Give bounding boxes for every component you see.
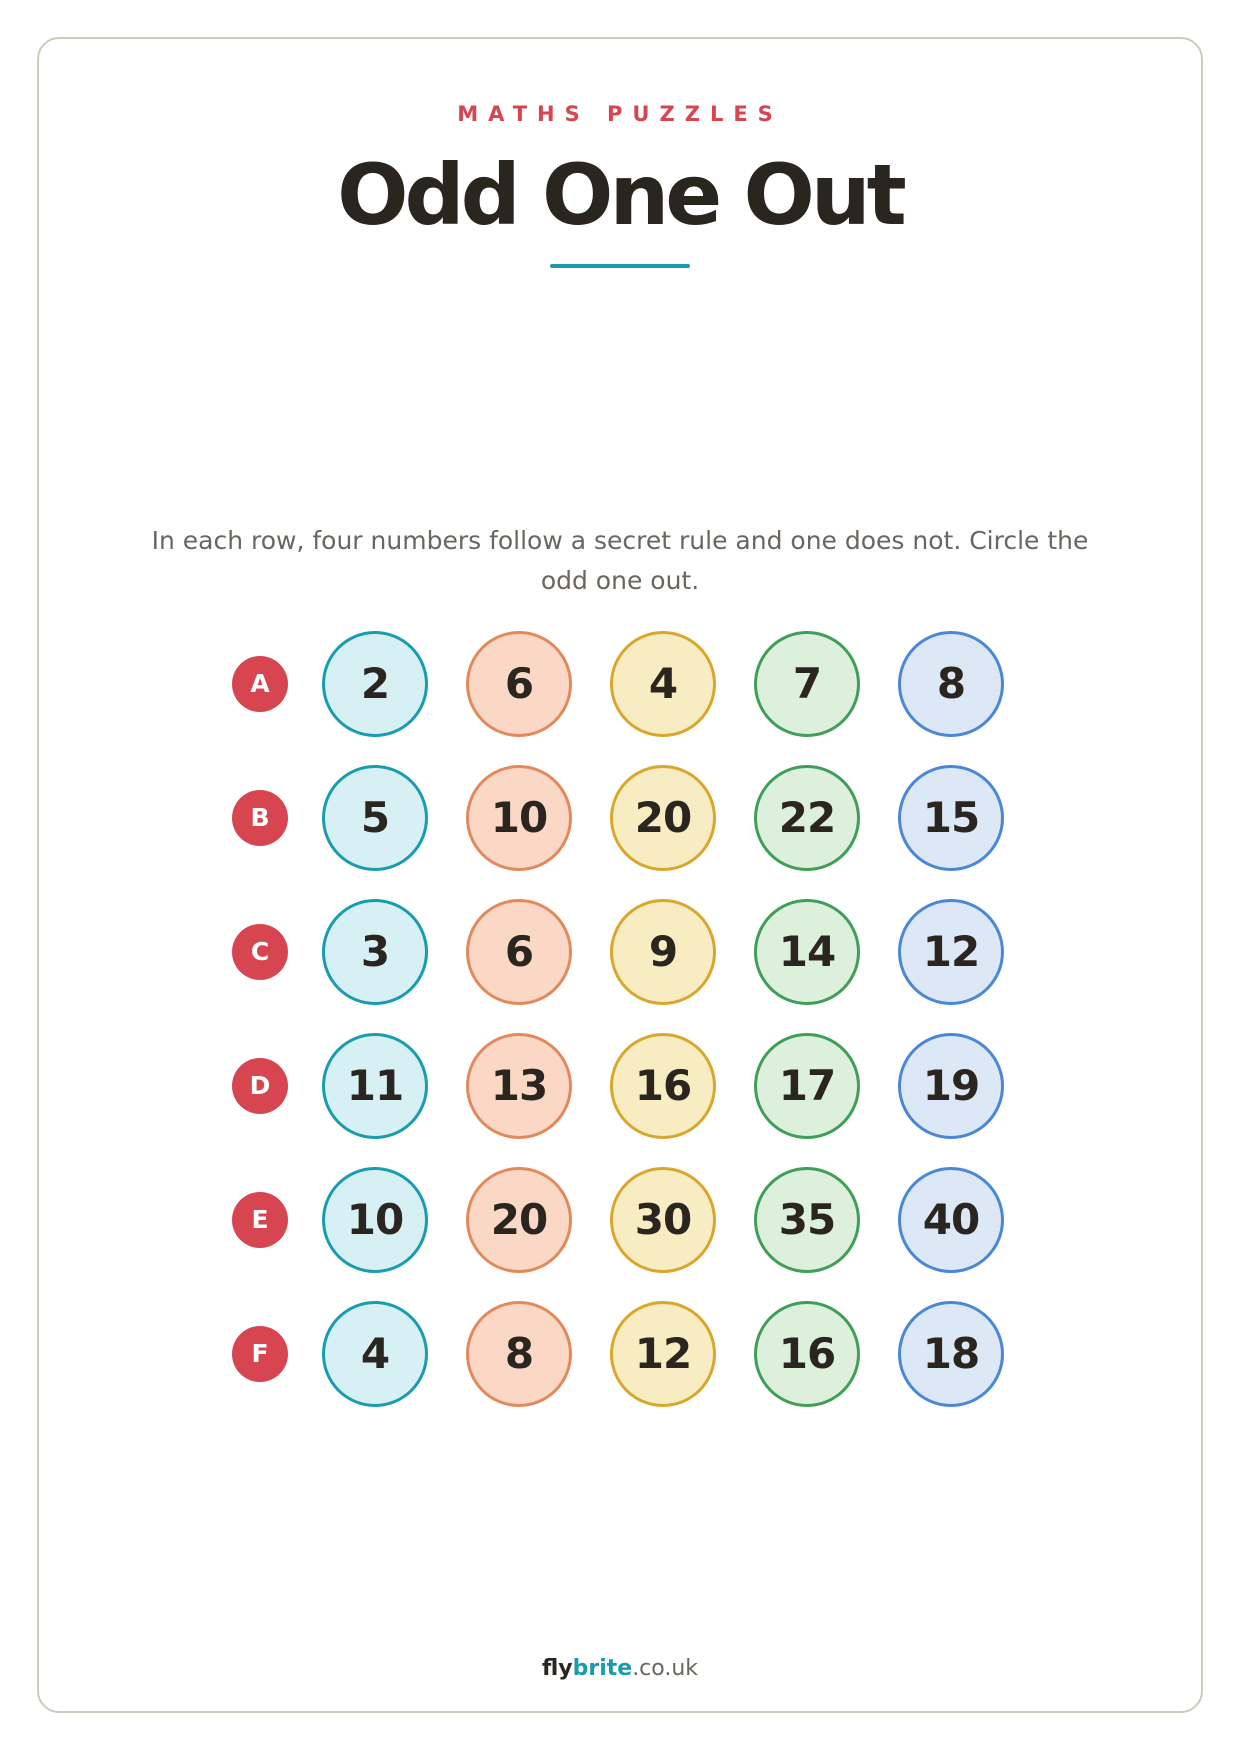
number-circle[interactable]: 16 (754, 1301, 860, 1407)
number-circle[interactable]: 12 (610, 1301, 716, 1407)
number-circle[interactable]: 20 (610, 765, 716, 871)
brand-domain: .co.uk (632, 1656, 699, 1681)
row-label-badge: F (232, 1326, 288, 1382)
number-circle[interactable]: 30 (610, 1167, 716, 1273)
number-circle[interactable]: 14 (754, 899, 860, 1005)
number-circle[interactable]: 8 (466, 1301, 572, 1407)
number-circle[interactable]: 13 (466, 1033, 572, 1139)
brand-fly: fly (541, 1656, 573, 1681)
number-circle[interactable]: 18 (898, 1301, 1004, 1407)
number-circle[interactable]: 22 (754, 765, 860, 871)
puzzle-row-c (0, 899, 1240, 1005)
page-title: Odd One Out (337, 146, 903, 244)
brand-brite: brite (572, 1656, 633, 1681)
number-circle[interactable]: 40 (898, 1167, 1004, 1273)
puzzle-row-a (0, 631, 1240, 737)
puzzle-row-d (0, 1033, 1240, 1139)
number-circle[interactable]: 17 (754, 1033, 860, 1139)
number-circle[interactable]: 19 (898, 1033, 1004, 1139)
row-label-badge: E (232, 1192, 288, 1248)
row-label-badge: D (232, 1058, 288, 1114)
puzzle-row-b (0, 765, 1240, 871)
footer-brand (0, 1654, 1240, 1684)
number-circle[interactable]: 11 (322, 1033, 428, 1139)
row-label-badge: B (232, 790, 288, 846)
number-circle[interactable]: 6 (466, 899, 572, 1005)
number-circle[interactable]: 7 (754, 631, 860, 737)
number-circle[interactable]: 4 (610, 631, 716, 737)
instructions-text: In each row, four numbers follow a secret rule and one does not. Circle the odd one out. (151, 526, 1089, 595)
number-circle[interactable]: 5 (322, 765, 428, 871)
number-circle[interactable]: 20 (466, 1167, 572, 1273)
number-circle[interactable]: 4 (322, 1301, 428, 1407)
number-circle[interactable]: 16 (610, 1033, 716, 1139)
row-label-badge: C (232, 924, 288, 980)
row-label-badge: A (232, 656, 288, 712)
number-circle[interactable]: 10 (322, 1167, 428, 1273)
number-circle[interactable]: 6 (466, 631, 572, 737)
number-circle[interactable]: 12 (898, 899, 1004, 1005)
number-circle[interactable]: 9 (610, 899, 716, 1005)
number-circle[interactable]: 10 (466, 765, 572, 871)
puzzle-row-e (0, 1167, 1240, 1273)
number-circle[interactable]: 15 (898, 765, 1004, 871)
number-circle[interactable]: 8 (898, 631, 1004, 737)
number-circle[interactable]: 2 (322, 631, 428, 737)
number-circle[interactable]: 35 (754, 1167, 860, 1273)
puzzle-row-f (0, 1301, 1240, 1407)
number-circle[interactable]: 3 (322, 899, 428, 1005)
category-label: MATHS PUZZLES (457, 102, 783, 126)
